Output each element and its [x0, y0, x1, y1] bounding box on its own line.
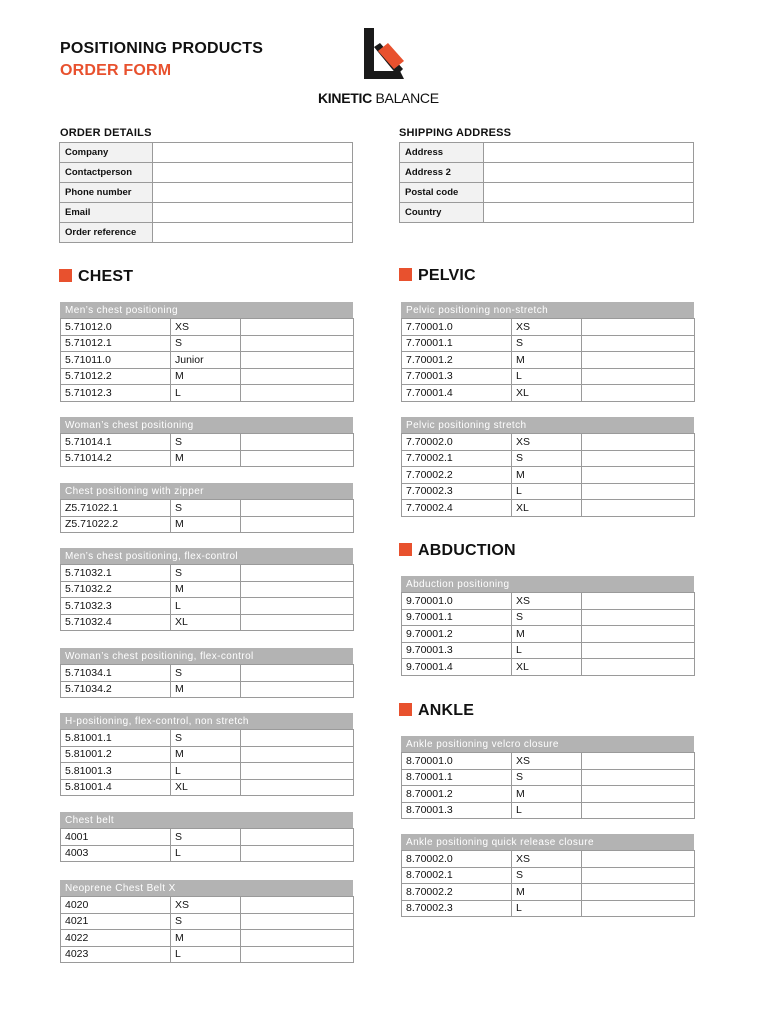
product-row — [402, 642, 695, 659]
product-row — [402, 867, 695, 884]
product-row — [61, 763, 354, 780]
quantity-input[interactable] — [582, 467, 695, 484]
size: XL — [171, 779, 241, 796]
group-title: Chest belt — [60, 812, 353, 828]
brand-name-rest: BALANCE — [371, 90, 439, 106]
quantity-input[interactable] — [241, 829, 354, 846]
article-number: 4022 — [61, 930, 171, 947]
ankle-heading — [399, 702, 474, 720]
size: S — [171, 565, 241, 582]
article-number: 8.70001.1 — [402, 769, 512, 786]
orange-square-icon — [399, 268, 412, 281]
product-group — [60, 417, 353, 467]
product-table — [60, 729, 354, 796]
chest-heading — [59, 268, 133, 286]
product-row — [402, 483, 695, 500]
product-table — [60, 664, 354, 698]
quantity-input[interactable] — [241, 845, 354, 862]
quantity-input[interactable] — [582, 385, 695, 402]
size: XS — [512, 753, 582, 770]
size: M — [512, 786, 582, 803]
quantity-input[interactable] — [582, 335, 695, 352]
shipping-row-address2 — [400, 163, 694, 183]
form-title: POSITIONING PRODUCTS — [60, 40, 264, 57]
group-title: Ankle positioning quick release closure — [401, 834, 694, 850]
article-number: 5.71012.2 — [61, 368, 171, 385]
abduction-heading — [399, 542, 516, 560]
article-number: 8.70001.2 — [402, 786, 512, 803]
article-number: 4003 — [61, 845, 171, 862]
product-group — [401, 834, 694, 917]
article-number: 7.70002.4 — [402, 500, 512, 517]
order-reference-input[interactable] — [152, 223, 352, 243]
field-label: Order reference — [60, 223, 153, 243]
product-row — [61, 946, 354, 963]
product-row — [402, 786, 695, 803]
field-label: Address 2 — [400, 163, 484, 183]
shipping-row-country — [400, 203, 694, 223]
article-number: 4020 — [61, 897, 171, 914]
product-row — [61, 434, 354, 451]
group-title: Chest positioning with zipper — [60, 483, 353, 499]
product-row — [61, 352, 354, 369]
product-group — [60, 302, 353, 402]
size: S — [171, 913, 241, 930]
order-row-email — [60, 203, 353, 223]
product-row — [61, 581, 354, 598]
quantity-input[interactable] — [582, 659, 695, 676]
form-subtitle: ORDER FORM — [60, 62, 172, 79]
size: S — [171, 730, 241, 747]
size: S — [512, 609, 582, 626]
product-row — [402, 368, 695, 385]
size: S — [171, 665, 241, 682]
quantity-input[interactable] — [582, 753, 695, 770]
contactperson-input[interactable] — [152, 163, 352, 183]
size: M — [171, 746, 241, 763]
field-label: Phone number — [60, 183, 153, 203]
product-row — [61, 368, 354, 385]
product-group — [60, 548, 353, 631]
size: XS — [171, 319, 241, 336]
shipping-row-postal — [400, 183, 694, 203]
size: S — [171, 829, 241, 846]
product-group — [60, 483, 353, 533]
shipping-address-label: SHIPPING ADDRESS — [399, 127, 512, 139]
quantity-input[interactable] — [241, 368, 354, 385]
article-number: 5.71011.0 — [61, 352, 171, 369]
shipping-address-table — [399, 142, 694, 223]
quantity-input[interactable] — [582, 884, 695, 901]
article-number: 5.71014.2 — [61, 450, 171, 467]
orange-square-icon — [399, 543, 412, 556]
product-row — [61, 930, 354, 947]
product-group — [60, 812, 353, 862]
size: S — [512, 769, 582, 786]
article-number: 7.70002.1 — [402, 450, 512, 467]
size: L — [512, 802, 582, 819]
quantity-input[interactable] — [582, 626, 695, 643]
product-group — [401, 417, 694, 517]
phone-number-input[interactable] — [152, 183, 352, 203]
company-input[interactable] — [152, 143, 352, 163]
size: L — [171, 763, 241, 780]
address-input[interactable] — [483, 143, 693, 163]
quantity-input[interactable] — [241, 500, 354, 517]
product-row — [402, 753, 695, 770]
product-row — [402, 335, 695, 352]
size: L — [512, 483, 582, 500]
size: S — [171, 500, 241, 517]
article-number: 8.70001.0 — [402, 753, 512, 770]
article-number: 5.71032.2 — [61, 581, 171, 598]
product-row — [402, 593, 695, 610]
size: M — [171, 581, 241, 598]
ankle-heading-text: ANKLE — [418, 702, 475, 719]
article-number: 4023 — [61, 946, 171, 963]
field-label: Contactperson — [60, 163, 153, 183]
quantity-input[interactable] — [241, 946, 354, 963]
group-title: Woman’s chest positioning — [60, 417, 353, 433]
orange-square-icon — [59, 269, 72, 282]
quantity-input[interactable] — [241, 434, 354, 451]
article-number: 5.71032.1 — [61, 565, 171, 582]
product-table — [60, 499, 354, 533]
product-group — [401, 302, 694, 402]
article-number: 5.81001.4 — [61, 779, 171, 796]
article-number: 8.70002.0 — [402, 851, 512, 868]
article-number: 8.70002.1 — [402, 867, 512, 884]
article-number: 8.70001.3 — [402, 802, 512, 819]
size: XL — [512, 500, 582, 517]
product-table — [60, 433, 354, 467]
size: S — [512, 867, 582, 884]
chest-heading-text: CHEST — [78, 268, 134, 285]
article-number: 7.70001.0 — [402, 319, 512, 336]
product-group — [401, 736, 694, 819]
quantity-input[interactable] — [582, 450, 695, 467]
article-number: 7.70001.1 — [402, 335, 512, 352]
quantity-input[interactable] — [241, 352, 354, 369]
product-row — [402, 884, 695, 901]
address-2-input[interactable] — [483, 163, 693, 183]
quantity-input[interactable] — [241, 319, 354, 336]
quantity-input[interactable] — [241, 385, 354, 402]
product-row — [402, 626, 695, 643]
quantity-input[interactable] — [582, 786, 695, 803]
product-row — [402, 851, 695, 868]
size: S — [171, 434, 241, 451]
article-number: 9.70001.4 — [402, 659, 512, 676]
product-group — [401, 576, 694, 676]
order-row-company — [60, 143, 353, 163]
article-number: 7.70002.2 — [402, 467, 512, 484]
product-row — [402, 659, 695, 676]
postal-code-input[interactable] — [483, 183, 693, 203]
group-title: Pelvic positioning stretch — [401, 417, 694, 433]
product-row — [61, 730, 354, 747]
size: XS — [512, 319, 582, 336]
size: XL — [512, 659, 582, 676]
quantity-input[interactable] — [241, 614, 354, 631]
size: L — [512, 368, 582, 385]
orange-square-icon — [399, 703, 412, 716]
product-row — [61, 665, 354, 682]
size: M — [171, 930, 241, 947]
article-number: 9.70001.0 — [402, 593, 512, 610]
size: L — [512, 900, 582, 917]
size: XS — [512, 593, 582, 610]
product-table — [401, 850, 695, 917]
quantity-input[interactable] — [582, 609, 695, 626]
size: XS — [512, 434, 582, 451]
article-number: 7.70002.0 — [402, 434, 512, 451]
product-row — [402, 900, 695, 917]
product-group — [60, 648, 353, 698]
brand-name-bold: KINETIC — [318, 90, 372, 106]
product-table — [60, 318, 354, 402]
product-row — [61, 779, 354, 796]
product-group — [60, 880, 353, 963]
quantity-input[interactable] — [582, 434, 695, 451]
quantity-input[interactable] — [241, 897, 354, 914]
order-details-label: ORDER DETAILS — [60, 127, 152, 139]
brand-name — [318, 90, 458, 106]
product-row — [61, 897, 354, 914]
article-number: 9.70001.1 — [402, 609, 512, 626]
article-number: 9.70001.3 — [402, 642, 512, 659]
product-table — [401, 318, 695, 402]
quantity-input[interactable] — [241, 746, 354, 763]
size: L — [171, 845, 241, 862]
article-number: 8.70002.2 — [402, 884, 512, 901]
article-number: 7.70001.3 — [402, 368, 512, 385]
size: L — [171, 385, 241, 402]
article-number: 5.81001.1 — [61, 730, 171, 747]
order-row-phone — [60, 183, 353, 203]
quantity-input[interactable] — [241, 763, 354, 780]
product-row — [402, 352, 695, 369]
size: Junior — [171, 352, 241, 369]
group-title: Men’s chest positioning — [60, 302, 353, 318]
size: XS — [171, 897, 241, 914]
product-row — [61, 681, 354, 698]
size: L — [512, 642, 582, 659]
product-row — [61, 450, 354, 467]
size: L — [171, 946, 241, 963]
quantity-input[interactable] — [582, 867, 695, 884]
size: M — [512, 352, 582, 369]
product-row — [402, 769, 695, 786]
quantity-input[interactable] — [241, 581, 354, 598]
product-row — [61, 746, 354, 763]
field-label: Postal code — [400, 183, 484, 203]
size: M — [171, 516, 241, 533]
article-number: 5.71032.4 — [61, 614, 171, 631]
group-title: Ankle positioning velcro closure — [401, 736, 694, 752]
quantity-input[interactable] — [582, 851, 695, 868]
article-number: 9.70001.2 — [402, 626, 512, 643]
product-group — [60, 713, 353, 796]
article-number: 5.71014.1 — [61, 434, 171, 451]
product-table — [401, 592, 695, 676]
size: S — [512, 335, 582, 352]
group-title: Woman’s chest positioning, flex-control — [60, 648, 353, 664]
product-row — [61, 598, 354, 615]
product-row — [402, 467, 695, 484]
size: M — [512, 884, 582, 901]
product-row — [61, 614, 354, 631]
article-number: 5.71012.1 — [61, 335, 171, 352]
size: XL — [171, 614, 241, 631]
field-label: Company — [60, 143, 153, 163]
product-row — [402, 385, 695, 402]
article-number: Z5.71022.1 — [61, 500, 171, 517]
field-label: Email — [60, 203, 153, 223]
article-number: 5.71034.1 — [61, 665, 171, 682]
quantity-input[interactable] — [241, 335, 354, 352]
product-row — [402, 500, 695, 517]
abduction-heading-text: ABDUCTION — [418, 542, 516, 559]
shipping-row-address — [400, 143, 694, 163]
quantity-input[interactable] — [241, 565, 354, 582]
size: M — [512, 467, 582, 484]
product-row — [61, 829, 354, 846]
group-title: Neoprene Chest Belt X — [60, 880, 353, 896]
group-title: Abduction positioning — [401, 576, 694, 592]
size: XS — [512, 851, 582, 868]
product-row — [402, 450, 695, 467]
article-number: 5.81001.2 — [61, 746, 171, 763]
product-row — [61, 385, 354, 402]
group-title: Men’s chest positioning, flex-control — [60, 548, 353, 564]
quantity-input[interactable] — [241, 913, 354, 930]
product-table — [401, 433, 695, 517]
quantity-input[interactable] — [582, 319, 695, 336]
quantity-input[interactable] — [582, 769, 695, 786]
size: M — [171, 681, 241, 698]
quantity-input[interactable] — [241, 450, 354, 467]
product-table — [60, 564, 354, 631]
quantity-input[interactable] — [582, 368, 695, 385]
quantity-input[interactable] — [582, 483, 695, 500]
product-row — [402, 319, 695, 336]
quantity-input[interactable] — [241, 665, 354, 682]
quantity-input[interactable] — [582, 802, 695, 819]
product-table — [60, 896, 354, 963]
size: L — [171, 598, 241, 615]
order-row-contact — [60, 163, 353, 183]
product-row — [402, 434, 695, 451]
size: M — [171, 450, 241, 467]
quantity-input[interactable] — [241, 730, 354, 747]
product-row — [61, 335, 354, 352]
product-table — [60, 828, 354, 862]
country-input[interactable] — [483, 203, 693, 223]
product-row — [402, 802, 695, 819]
article-number: 5.71032.3 — [61, 598, 171, 615]
article-number: 7.70001.4 — [402, 385, 512, 402]
article-number: 7.70001.2 — [402, 352, 512, 369]
quantity-input[interactable] — [241, 779, 354, 796]
order-row-reference — [60, 223, 353, 243]
quantity-input[interactable] — [582, 642, 695, 659]
product-row — [61, 516, 354, 533]
product-row — [402, 609, 695, 626]
group-title: H-positioning, flex-control, non stretch — [60, 713, 353, 729]
field-label: Address — [400, 143, 484, 163]
article-number: 5.81001.3 — [61, 763, 171, 780]
article-number: Z5.71022.2 — [61, 516, 171, 533]
quantity-input[interactable] — [582, 352, 695, 369]
quantity-input[interactable] — [241, 598, 354, 615]
email-input[interactable] — [152, 203, 352, 223]
order-details-table — [59, 142, 353, 243]
article-number: 5.71012.0 — [61, 319, 171, 336]
product-row — [61, 845, 354, 862]
quantity-input[interactable] — [241, 930, 354, 947]
size: S — [171, 335, 241, 352]
size: M — [512, 626, 582, 643]
article-number: 8.70002.3 — [402, 900, 512, 917]
quantity-input[interactable] — [582, 900, 695, 917]
pelvic-heading-text: PELVIC — [418, 267, 476, 284]
product-row — [61, 319, 354, 336]
size: M — [171, 368, 241, 385]
size: XL — [512, 385, 582, 402]
article-number: 4021 — [61, 913, 171, 930]
article-number: 5.71034.2 — [61, 681, 171, 698]
product-row — [61, 500, 354, 517]
group-title: Pelvic positioning non-stretch — [401, 302, 694, 318]
field-label: Country — [400, 203, 484, 223]
product-row — [61, 565, 354, 582]
pelvic-heading — [399, 267, 476, 285]
quantity-input[interactable] — [241, 516, 354, 533]
article-number: 5.71012.3 — [61, 385, 171, 402]
article-number: 4001 — [61, 829, 171, 846]
article-number: 7.70002.3 — [402, 483, 512, 500]
quantity-input[interactable] — [582, 593, 695, 610]
quantity-input[interactable] — [582, 500, 695, 517]
quantity-input[interactable] — [241, 681, 354, 698]
product-row — [61, 913, 354, 930]
product-table — [401, 752, 695, 819]
size: S — [512, 450, 582, 467]
